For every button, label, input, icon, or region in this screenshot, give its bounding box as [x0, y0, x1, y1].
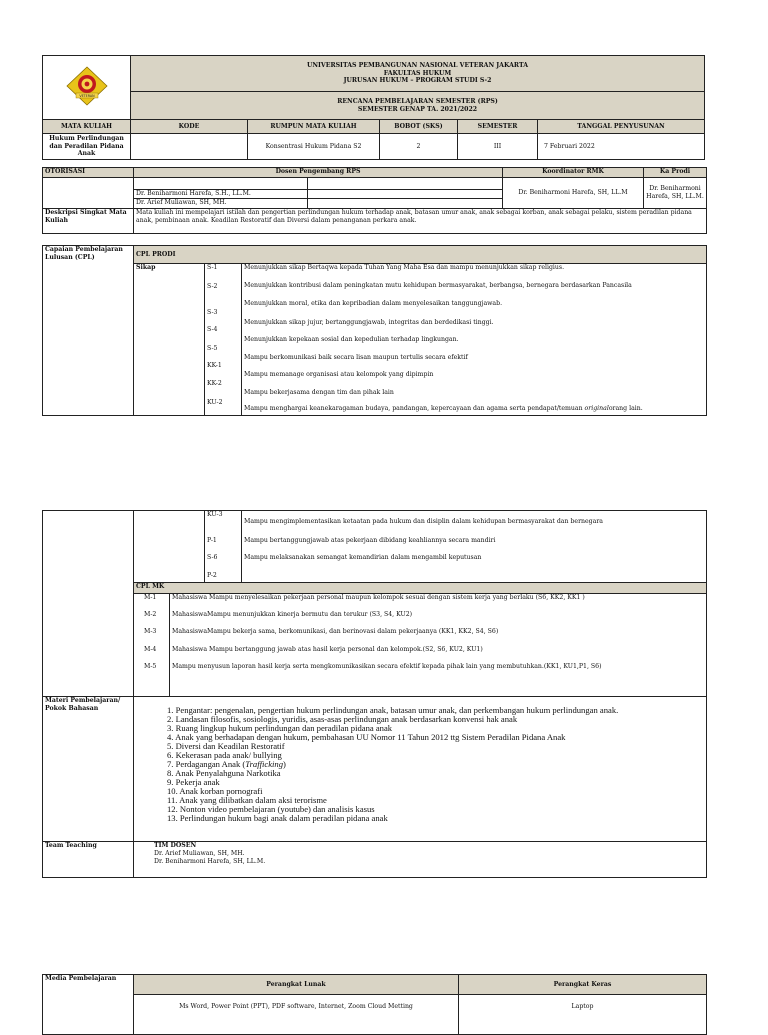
cpl-mk-header: CPL MK: [134, 583, 707, 594]
cpl-code: S-4: [207, 326, 218, 333]
materi-item: 9. Pekerja anak: [167, 777, 220, 788]
media-label: Media Pembelajaran: [43, 975, 134, 1035]
university-logo-icon: [59, 66, 115, 106]
course-tanggal: 7 Februari 2022: [538, 134, 705, 160]
cpl-codes-column: [205, 264, 242, 416]
header-table: [42, 55, 705, 160]
materi-item: 1. Pengantar: pengenalan, pengertian hukum perlindungan anak, batasan umur anak, dan perkembangan hukum perlindungan anak.: [167, 705, 619, 715]
col-kode: KODE: [131, 120, 248, 134]
materi-item: 2. Landasan filosofis, sosiologis, yuridis, asas-asas perlindungan anak berdasarkan konvensi hak anak: [167, 714, 518, 725]
cpl-code: P-1: [207, 537, 217, 544]
program-name: JURUSAN HUKUM – PROGRAM STUDI S-2: [343, 77, 492, 85]
cpl-codes-column: [205, 511, 242, 583]
koordinator-name: Dr. Beniharmoni Harefa, SH, LL.M: [503, 178, 644, 209]
course-rumpun: Konsentrasi Hukum Pidana S2: [248, 134, 380, 160]
cpl-mk-codes-column: [134, 594, 170, 697]
cpl-mk-code: M-2: [144, 611, 157, 618]
cpl-item: Menunjukkan sikap Bertaqwa kepada Tuhan Yang Maha Esa dan mampu menunjukkan sikap religius.: [244, 264, 565, 271]
materi-item: 13. Perlindungan hukum bagi anak dalam peradilan pidana anak: [167, 813, 388, 824]
cpl-code: S-2: [207, 283, 218, 290]
materi-item: 12. Nonton video pembelajaran (youtube) dan analisis kasus: [167, 804, 375, 815]
dosen-empty-cell: [308, 178, 503, 190]
cpl-item: Menunjukkan moral, etika dan kepribadian dalam menyelesaikan tanggungjawab.: [244, 300, 503, 307]
cpl-mk-item: MahasiswaMampu bekerja sama, berkomunikasi, dan berinovasi dalam pekerjaanya (KK1, KK2, S4, S6): [172, 628, 499, 635]
team-label: Team Teaching: [43, 842, 134, 878]
semester-title: SEMESTER GENAP TA. 2021/2022: [357, 105, 478, 113]
course-name: Hukum Perlindungan dan Peradilan Pidana Anak: [43, 134, 131, 160]
dosen-empty-cell: [308, 199, 503, 209]
materi-item: 8. Anak Penyalahguna Narkotika: [167, 768, 281, 779]
kaprodi-name: Dr. Beniharmoni Harefa, SH, LL.M.: [644, 178, 707, 209]
dosen-2: Dr. Arief Muliawan, SH, MH.: [134, 199, 308, 209]
course-kode: [131, 134, 248, 160]
faculty-name: FAKULTAS HUKUM: [383, 69, 452, 77]
cpl-code: S-6: [207, 554, 218, 561]
dosen-empty-cell: [308, 190, 503, 199]
rps-heading: [131, 92, 705, 120]
logo-text: VETERAN: [78, 94, 95, 99]
otorisasi-label: OTORISASI: [43, 168, 134, 178]
cpl-item: Mampu berkomunikasi baik secara lisan maupun tertulis secara efektif: [244, 354, 468, 361]
materi-item: 4. Anak yang berhadapan dengan hukum, pembahasan UU Nomor 11 Tahun 2012 ttg Sistem Peradilan Pidana Anak: [167, 732, 566, 743]
materi-item: 7. Perdagangan Anak (Trafficking): [167, 759, 286, 770]
team-content: [134, 842, 707, 878]
cpl-code: S-3: [207, 309, 218, 316]
materi-item: 3. Ruang lingkup hukum perlindungan dan peradilan pidana anak: [167, 723, 393, 734]
col-bobot: BOBOT (SKS): [380, 120, 458, 134]
cpl-item: Mampu melaksanakan semangat kemandirian dalam mengambil keputusan: [244, 554, 482, 561]
rps-title: RENCANA PEMBELAJARAN SEMESTER (RPS): [337, 98, 498, 106]
team-header: TIM DOSEN: [154, 842, 197, 849]
cpl-code: KU-2: [207, 399, 223, 406]
cpl-item: Mampu bekerjasama dengan tim dan pihak lain: [244, 389, 394, 396]
col-rumpun: RUMPUN MATA KULIAH: [248, 120, 380, 134]
cpl-mk-item: Mampu menyusun laporan hasil kerja serta mengkomunikasikan secara efektif kepada pihak lain yang membutuhkan.(KK1, KU1,P1, S6): [172, 663, 602, 670]
deskripsi-text: Mata kuliah ini mempelajari istilah dan pengertian perlindungan hukum terhadap anak, batasan umur anak, anak sebagai korban, anak sebagai pelaku, sistem peradilan pidana anak, pembinaan anak. Keadilan Restoratif dan Diversi dalam penanganan perkara anak.: [134, 209, 707, 234]
cpl-items-column: [242, 511, 707, 583]
cpl-item: Menunjukkan kepekaan sosial dan kepedulian terhadap lingkungan.: [244, 336, 459, 343]
cpl-label: Capaian Pembelajaran Lulusan (CPL): [43, 246, 134, 416]
dosen-header: Dosen Pengembang RPS: [134, 168, 503, 178]
cpl-code: S-5: [207, 345, 218, 352]
cpl-mk-code: M-1: [144, 594, 157, 601]
university-heading: [131, 56, 705, 92]
cpl-mk-item: Mahasiswa Mampu menyelesaikan pekerjaan personal maupun kelompok sesuai dengan sistem kerja yang berlaku (S6, KK2, KK1 ): [172, 594, 585, 601]
materi-item: 11. Anak yang dilibatkan dalam aksi terorisme: [167, 795, 327, 806]
university-name: UNIVERSITAS PEMBANGUNAN NASIONAL VETERAN JAKARTA: [306, 62, 529, 70]
cpl-item: Mampu mengimplementasikan ketaatan pada hukum dan disiplin dalam kehidupan bermasyarakat dan bernegara: [244, 518, 603, 525]
deskripsi-label: Deskripsi Singkat Mata Kuliah: [43, 209, 134, 234]
cpl-item: Mampu menghargai keanekaragaman budaya, pandangan, kepercayaan dan agama serta pendapat/temuan originalorang lain.: [244, 405, 643, 412]
keras-header: Perangkat Keras: [459, 975, 707, 995]
dosen-1: Dr. Beniharmoni Harefa, S.H., LL.M.: [134, 190, 308, 199]
keras-value: Laptop: [459, 995, 707, 1035]
cpl-mk-code: M-4: [144, 646, 157, 653]
cpl-mk-items-column: [170, 594, 707, 697]
cpl-item: Mampu bertanggungjawab atas pekerjaan dibidang keahliannya secara mandiri: [244, 537, 496, 544]
kaprodi-header: Ka Prodi: [644, 168, 707, 178]
lunak-value: Ms Word, Power Point (PPT), PDF software, Internet, Zoom Cloud Metting: [134, 995, 459, 1035]
materi-item: 6. Kekerasan pada anak/ bullying: [167, 750, 282, 761]
cpl-mk-code: M-5: [144, 663, 157, 670]
cpl-mk-code: M-3: [144, 628, 157, 635]
col-semester: SEMESTER: [458, 120, 538, 134]
cpl-code: KU-3: [207, 511, 223, 518]
otorisasi-spacer: [43, 178, 134, 209]
materi-item: 10. Anak korban pornografi: [167, 786, 263, 797]
media-table: [42, 974, 707, 1035]
lunak-header: Perangkat Lunak: [134, 975, 459, 995]
materi-item: 5. Diversi dan Keadilan Restoratif: [167, 741, 285, 752]
cpl-table-page2: [42, 510, 707, 878]
cpl-item: Menunjukkan sikap jujur, bertanggungjawab, integritas dan berdedikasi tinggi.: [244, 319, 494, 326]
cpl-empty-cell: [134, 511, 205, 583]
cpl-code: KK-2: [207, 380, 222, 387]
cpl-mk-item: MahasiswaMampu menunjukkan kinerja bermutu dan terukur (S3, S4, KU2): [172, 611, 413, 618]
cpl-table-page1: [42, 245, 707, 416]
cpl-prodi-header: CPL PRODI: [134, 246, 707, 264]
col-mata-kuliah: MATA KULIAH: [43, 120, 131, 134]
cpl-mk-item: Mahasiswa Mampu bertanggung jawab atas hasil kerja personal dan kelompok.(S2, S6, KU2, KU1): [172, 646, 483, 653]
sikap-label: Sikap: [134, 264, 205, 416]
team-member: Dr. Arief Muliawan, SH, MH.: [154, 849, 245, 857]
team-member: Dr. Beniharmoni Harefa, SH, LL.M.: [154, 857, 266, 865]
cpl-continued-spacer: [43, 511, 134, 697]
logo-cell: [43, 56, 131, 120]
cpl-item: Mampu memanage organisasi atau kelompok yang dipimpin: [244, 371, 434, 378]
otorisasi-table: [42, 167, 707, 234]
cpl-code: S-1: [207, 264, 218, 271]
cpl-code: P-2: [207, 572, 217, 579]
col-tanggal: TANGGAL PENYUSUNAN: [538, 120, 705, 134]
materi-label: Materi Pembelajaran/ Pokok Bahasan: [43, 697, 134, 842]
cpl-items-column: [242, 264, 707, 416]
koordinator-header: Koordinator RMK: [503, 168, 644, 178]
cpl-code: KK-1: [207, 362, 222, 369]
course-bobot: 2: [380, 134, 458, 160]
materi-list: [134, 697, 707, 842]
dosen-empty-cell: [134, 178, 308, 190]
course-semester: III: [458, 134, 538, 160]
cpl-item: Menunjukkan kontribusi dalam peningkatan mutu kehidupan bermasyarakat, berbangsa, bernegara berdasarkan Pancasila: [244, 282, 632, 289]
